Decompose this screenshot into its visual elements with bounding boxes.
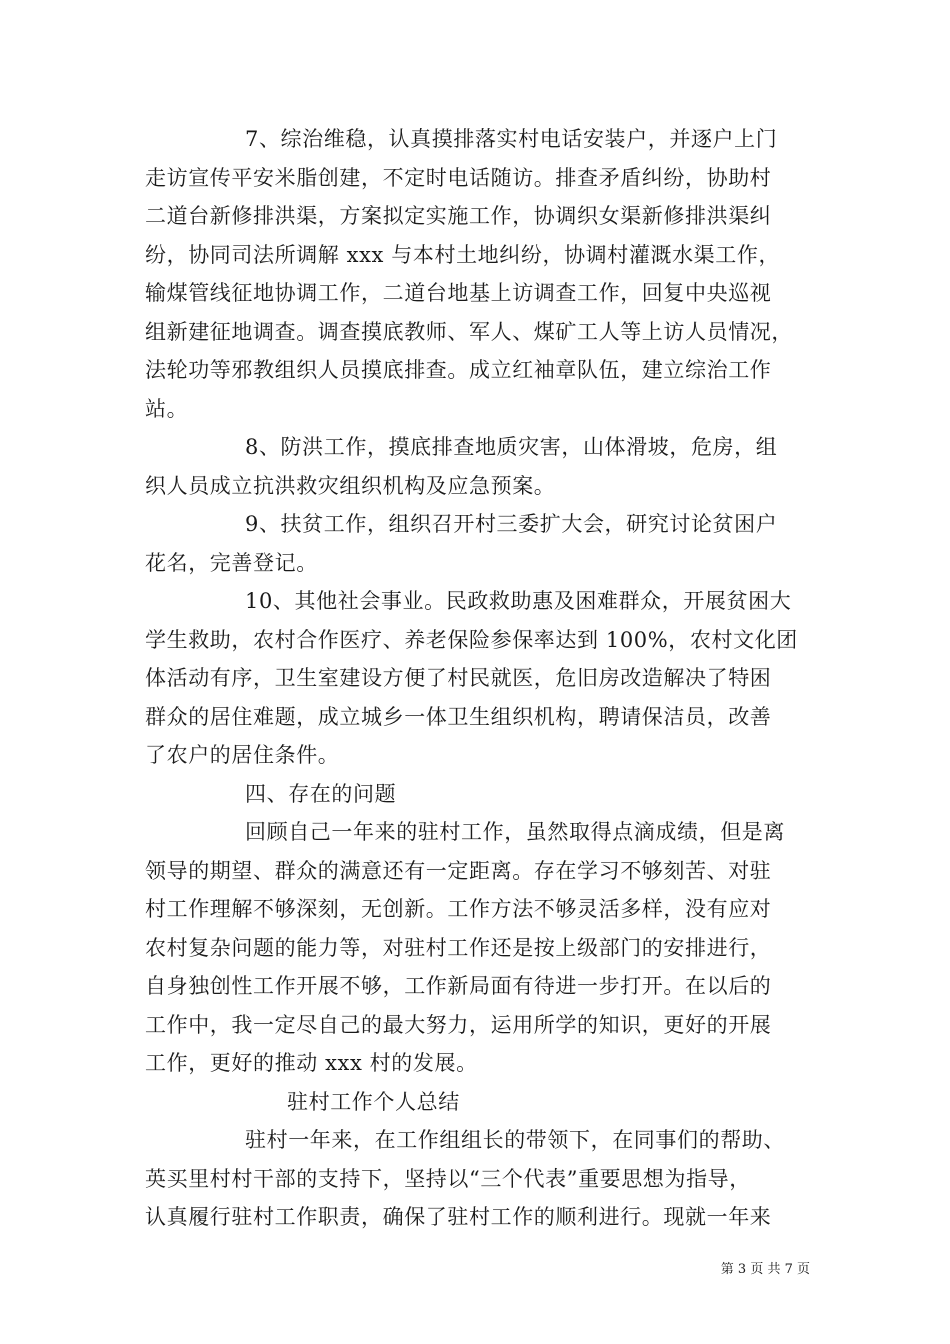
text-line: 了农户的居住条件。 xyxy=(145,743,340,767)
text-line: 认真履行驻村工作职责，确保了驻村工作的顺利进行。现就一年来 xyxy=(145,1205,772,1229)
text-line: 输煤管线征地协调工作，二道台地基上访调查工作，回复中央巡视 xyxy=(145,281,772,305)
text-line: 驻村一年来，在工作组组长的带领下，在同事们的帮助、 xyxy=(245,1128,785,1152)
text-line: 7、综治维稳，认真摸排落实村电话安装户，并逐户上门 xyxy=(245,127,778,151)
text-line: 花名，完善登记。 xyxy=(145,550,318,575)
text-line: 农村复杂问题的能力等，对驻村工作还是按上级部门的安排进行， xyxy=(145,935,772,960)
text-line: 二道台新修排洪渠，方案拟定实施工作，协调织女渠新修排洪渠纠 xyxy=(145,204,772,228)
text-line: 法轮功等邪教组织人员摸底排查。成立红袖章队伍，建立综治工作 xyxy=(145,358,772,382)
text-line: 织人员成立抗洪救灾组织机构及应急预案。 xyxy=(145,473,556,498)
text-line: 自身独创性工作开展不够，工作新局面有待进一步打开。在以后的 xyxy=(145,974,772,998)
text-line: 英买里村村干部的支持下，坚持以“三个代表”重要思想为指导， xyxy=(145,1166,751,1191)
page-number: 第 3 页 共 7 页 xyxy=(720,1262,810,1277)
text-line: 10、其他社会事业。民政救助惠及困难群众，开展贫困大 xyxy=(245,589,792,613)
text-line: 站。 xyxy=(145,396,189,421)
text-line: 学生救助，农村合作医疗、养老保险参保率达到 100%，农村文化团 xyxy=(145,627,798,652)
text-line: 8、防洪工作，摸底排查地质灾害，山体滑坡，危房，组 xyxy=(245,435,778,459)
text-line: 四、存在的问题 xyxy=(245,781,397,806)
text-line: 工作中，我一定尽自己的最大努力，运用所学的知识，更好的开展 xyxy=(145,1012,772,1037)
text-line: 体活动有序，卫生室建设方便了村民就医，危旧房改造解决了特困 xyxy=(145,666,772,690)
text-line: 群众的居住难题，成立城乡一体卫生组织机构，聘请保洁员，改善 xyxy=(145,704,772,729)
text-line: 回顾自己一年来的驻村工作，虽然取得点滴成绩，但是离 xyxy=(245,820,785,844)
text-line: 组新建征地调查。调查摸底教师、军人、煤矿工人等上访人员情况， xyxy=(145,319,793,344)
text-line: 走访宣传平安米脂创建，不定时电话随访。排查矛盾纠纷，协助村 xyxy=(145,165,772,190)
text-line: 纷，协同司法所调解 xxx 与本村土地纠纷，协调村灌溉水渠工作， xyxy=(145,242,781,267)
text-line: 领导的期望、群众的满意还有一定距离。存在学习不够刻苦、对驻 xyxy=(145,858,772,883)
text-line: 9、扶贫工作，组织召开村三委扩大会，研究讨论贫困户 xyxy=(245,512,778,536)
document-body xyxy=(145,120,825,1237)
text-line: 工作，更好的推动 xxx 村的发展。 xyxy=(145,1051,478,1075)
text-line: 村工作理解不够深刻，无创新。工作方法不够灵活多样，没有应对 xyxy=(145,897,772,921)
section-title: 驻村工作个人总结 xyxy=(287,1089,460,1114)
